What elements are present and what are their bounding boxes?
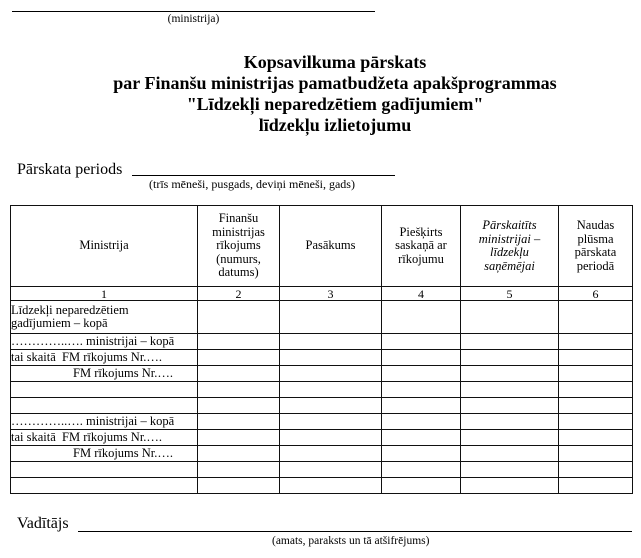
empty-cell bbox=[198, 301, 280, 334]
empty-cell bbox=[559, 382, 633, 398]
column-header-order: Finanšu ministrijas rīkojums (numurs, datums) bbox=[198, 206, 280, 287]
table-row bbox=[11, 366, 633, 382]
empty-cell bbox=[198, 462, 280, 478]
row-label bbox=[11, 478, 198, 494]
empty-cell bbox=[559, 462, 633, 478]
row-label: …………..…. ministrijai – kopā bbox=[11, 334, 198, 350]
empty-cell bbox=[461, 398, 559, 414]
empty-cell bbox=[280, 398, 382, 414]
empty-cell bbox=[280, 334, 382, 350]
empty-cell bbox=[382, 414, 461, 430]
empty-cell bbox=[382, 301, 461, 334]
column-number: 4 bbox=[382, 287, 461, 301]
empty-cell bbox=[198, 478, 280, 494]
empty-cell bbox=[559, 478, 633, 494]
signature-label: Vadītājs bbox=[17, 515, 69, 532]
empty-cell bbox=[461, 366, 559, 382]
empty-cell bbox=[198, 398, 280, 414]
empty-cell bbox=[382, 478, 461, 494]
column-header-cash-flow: Naudas plūsma pārskata periodā bbox=[559, 206, 633, 287]
empty-cell bbox=[382, 382, 461, 398]
column-header-allocated: Piešķirts saskaņā ar rīkojumu bbox=[382, 206, 461, 287]
empty-cell bbox=[280, 350, 382, 366]
ministry-line bbox=[12, 11, 375, 12]
empty-cell bbox=[280, 478, 382, 494]
empty-cell bbox=[280, 430, 382, 446]
row-label: FM rīkojums Nr.…. bbox=[11, 446, 198, 462]
empty-cell bbox=[382, 430, 461, 446]
title-line-4: līdzekļu izlietojumu bbox=[258, 115, 412, 135]
empty-cell bbox=[559, 350, 633, 366]
table-row bbox=[11, 350, 633, 366]
row-label: FM rīkojums Nr.…. bbox=[11, 366, 198, 382]
empty-cell bbox=[461, 301, 559, 334]
empty-cell bbox=[382, 334, 461, 350]
column-number: 3 bbox=[280, 287, 382, 301]
table-row bbox=[11, 382, 633, 398]
empty-cell bbox=[461, 382, 559, 398]
column-number-row bbox=[11, 287, 633, 301]
empty-cell bbox=[461, 414, 559, 430]
empty-cell bbox=[461, 446, 559, 462]
document-title bbox=[30, 52, 640, 136]
empty-cell bbox=[559, 414, 633, 430]
signature-caption: (amats, paraksts un tā atšifrējums) bbox=[272, 535, 430, 547]
row-label: tai skaitā FM rīkojums Nr.…. bbox=[11, 350, 198, 366]
empty-cell bbox=[280, 462, 382, 478]
empty-cell bbox=[559, 301, 633, 334]
row-label: …………..…. ministrijai – kopā bbox=[11, 414, 198, 430]
empty-cell bbox=[461, 430, 559, 446]
empty-cell bbox=[461, 462, 559, 478]
period-label: Pārskata periods bbox=[17, 161, 123, 178]
title-line-1: Kopsavilkuma pārskats bbox=[243, 52, 427, 72]
table-row bbox=[11, 301, 633, 334]
table-row bbox=[11, 478, 633, 494]
row-label bbox=[11, 462, 198, 478]
empty-cell bbox=[198, 350, 280, 366]
table-row bbox=[11, 398, 633, 414]
table-row bbox=[11, 334, 633, 350]
empty-cell bbox=[280, 382, 382, 398]
empty-cell bbox=[559, 334, 633, 350]
empty-cell bbox=[461, 478, 559, 494]
empty-cell bbox=[198, 366, 280, 382]
empty-cell bbox=[382, 462, 461, 478]
column-header-transferred: Pārskaitīts ministrijai – līdzekļu saņēmējai bbox=[461, 206, 559, 287]
column-header-measure: Pasākums bbox=[280, 206, 382, 287]
ministry-caption: (ministrija) bbox=[167, 13, 220, 25]
table-row bbox=[11, 462, 633, 478]
empty-cell bbox=[198, 430, 280, 446]
period-caption: (trīs mēneši, pusgads, deviņi mēneši, gads) bbox=[149, 177, 355, 191]
column-number: 1 bbox=[11, 287, 198, 301]
empty-cell bbox=[461, 350, 559, 366]
empty-cell bbox=[461, 334, 559, 350]
summary-table bbox=[10, 205, 633, 494]
title-line-3: "Līdzekļi neparedzētiem gadījumiem" bbox=[186, 94, 484, 114]
empty-cell bbox=[280, 414, 382, 430]
table-header-row bbox=[11, 206, 633, 287]
column-number: 5 bbox=[461, 287, 559, 301]
empty-cell bbox=[280, 446, 382, 462]
empty-cell bbox=[382, 350, 461, 366]
row-label bbox=[11, 398, 198, 414]
empty-cell bbox=[198, 382, 280, 398]
empty-cell bbox=[559, 366, 633, 382]
column-number: 2 bbox=[198, 287, 280, 301]
empty-cell bbox=[559, 398, 633, 414]
table-row bbox=[11, 446, 633, 462]
empty-cell bbox=[559, 446, 633, 462]
column-header-ministry: Ministrija bbox=[11, 206, 198, 287]
empty-cell bbox=[280, 366, 382, 382]
empty-cell bbox=[382, 366, 461, 382]
empty-cell bbox=[198, 414, 280, 430]
empty-cell bbox=[280, 301, 382, 334]
period-line bbox=[132, 175, 395, 176]
row-label: Līdzekļi neparedzētiem gadījumiem – kopā bbox=[11, 301, 198, 334]
empty-cell bbox=[382, 446, 461, 462]
row-label bbox=[11, 382, 198, 398]
empty-cell bbox=[198, 446, 280, 462]
empty-cell bbox=[198, 334, 280, 350]
signature-line bbox=[78, 531, 632, 532]
column-number: 6 bbox=[559, 287, 633, 301]
table-row bbox=[11, 430, 633, 446]
empty-cell bbox=[559, 430, 633, 446]
title-line-2: par Finanšu ministrijas pamatbudžeta apakšprogrammas bbox=[113, 73, 557, 93]
table-row bbox=[11, 414, 633, 430]
row-label: tai skaitā FM rīkojums Nr.…. bbox=[11, 430, 198, 446]
empty-cell bbox=[382, 398, 461, 414]
